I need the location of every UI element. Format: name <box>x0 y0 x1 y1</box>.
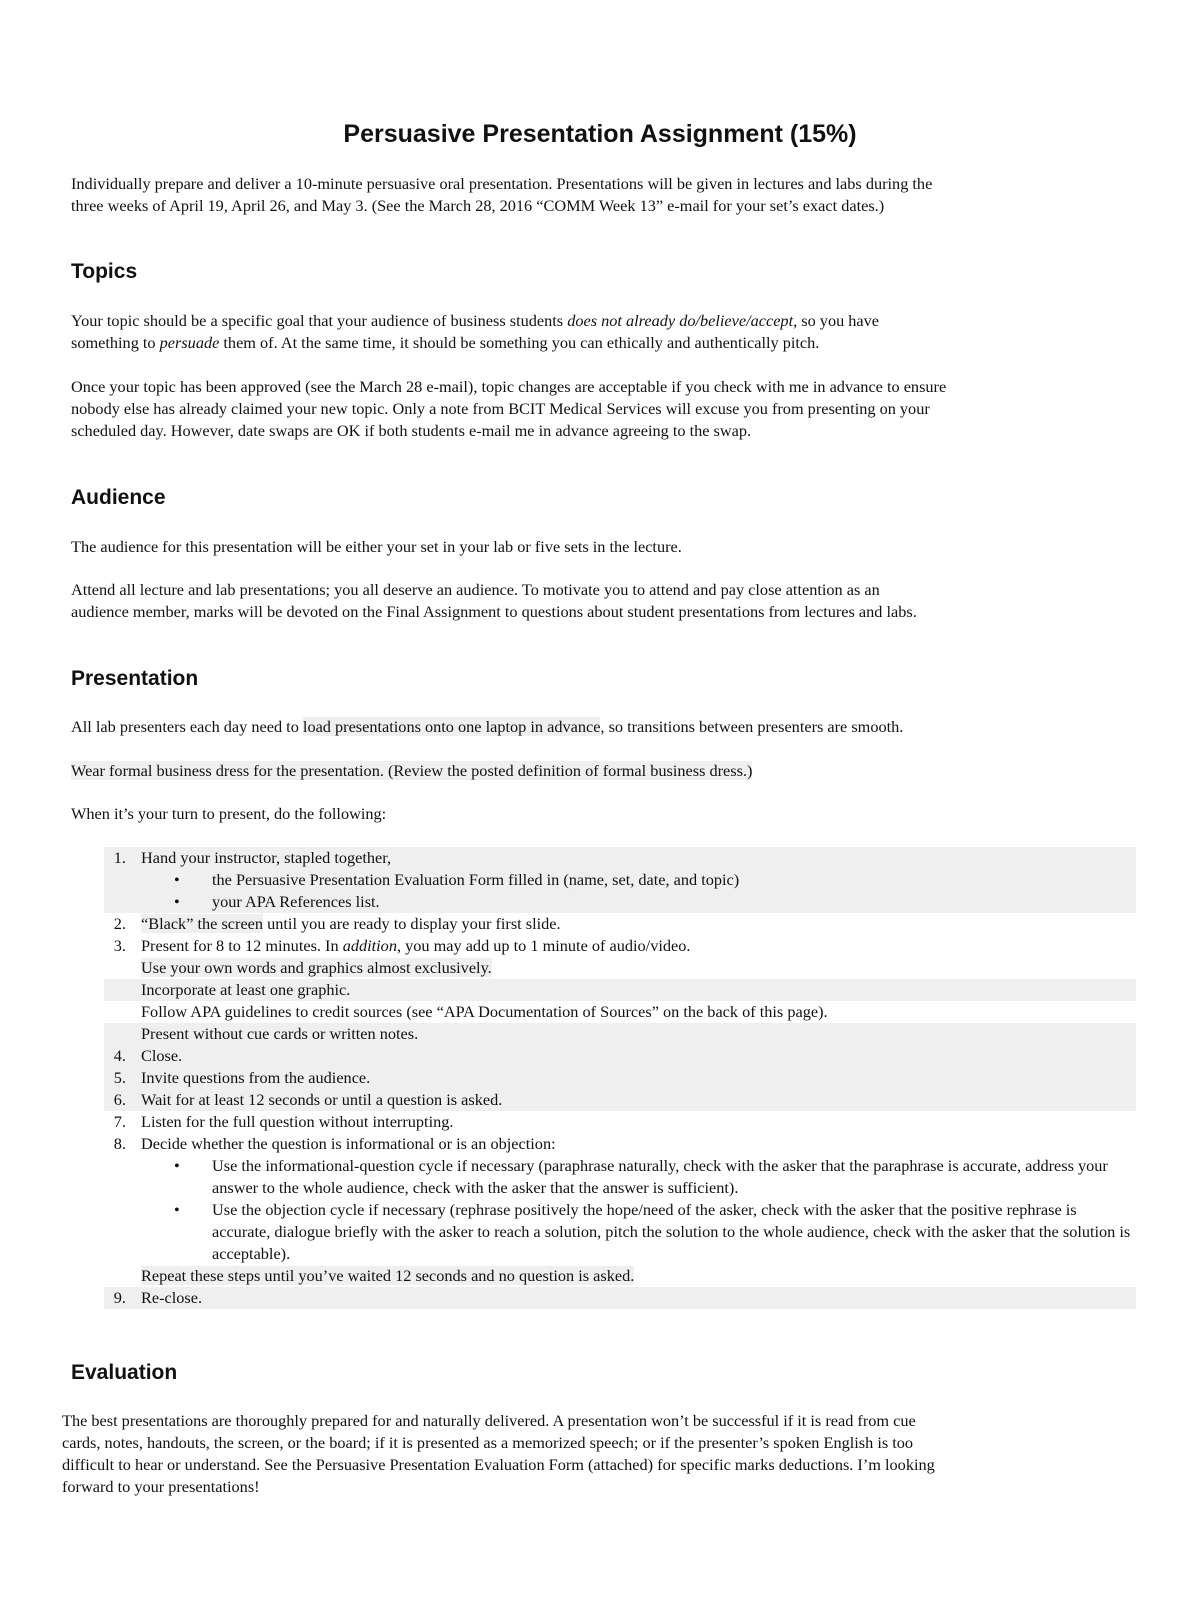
presentation-paragraph-2 <box>71 760 1136 782</box>
list-item-continuation: Repeat these steps until you’ve waited 12 seconds and no question is asked. <box>141 1266 635 1285</box>
audience-paragraph-1: The audience for this presentation will be either your set in your lab or five sets in the lecture. <box>71 537 682 556</box>
list-item: 7. Listen for the full question without interrupting. <box>113 1112 454 1131</box>
intro-line: three weeks of April 19, April 26, and May 3. (See the March 28, 2016 “COMM Week 13” e-mail for your set’s exact dates.) <box>71 196 885 215</box>
list-item: 8. Decide whether the question is informational or is an objection: <box>113 1134 556 1153</box>
section-heading-audience: Audience <box>71 486 166 509</box>
highlighted-text: “Black” the screen <box>141 914 264 933</box>
list-item-bullet: • Use the informational-question cycle if necessary (paraphrase naturally, check with the asker that the paraphrase is accurate, address your answer to the whole audience, check with the asker that the answer is sufficient). <box>174 1156 1108 1197</box>
list-item-continuation: Follow APA guidelines to credit sources (see “APA Documentation of Sources” on the back of this page). <box>141 1002 828 1021</box>
list-item: 6. Wait for at least 12 seconds or until a question is asked. <box>104 1089 1136 1111</box>
section-heading-evaluation: Evaluation <box>71 1361 178 1384</box>
highlighted-text: load presentations onto one laptop in advance <box>302 717 601 736</box>
list-item-continuation: Use your own words and graphics almost exclusively. <box>141 958 492 977</box>
emphasis-text: addition <box>342 936 397 955</box>
presentation-paragraph-3: When it’s your turn to present, do the following: <box>71 804 387 823</box>
bullet-icon: • <box>174 892 180 911</box>
topics-paragraph-2: Once your topic has been approved (see the March 28 e-mail), topic changes are acceptable if you check with me in advance to ensure nobody else has already claimed your new topic. Only a note from BCIT Medical Services will excuse you from presenting on your scheduled day. However, date swaps are OK if both students e-mail me in advance agreeing to the swap. <box>71 377 947 440</box>
intro-paragraph <box>71 173 1136 217</box>
list-item-bullet: • your APA References list. <box>104 891 1136 913</box>
list-item-bullet: • the Persuasive Presentation Evaluation Form filled in (name, set, date, and topic) <box>104 869 1136 891</box>
topics-paragraph-1: Your topic should be a specific goal that your audience of business students does not already do/believe/accept, so you have something to persuade them of. At the same time, it should be something you can ethically and authentically pitch. <box>71 311 880 352</box>
list-item: 3. Present for 8 to 12 minutes. In addition, you may add up to 1 minute of audio/video. <box>113 936 691 955</box>
audience-paragraph-2: Attend all lecture and lab presentations; you all deserve an audience. To motivate you to attend and pay close attention as an audience member, marks will be devoted on the Final Assignment to questions about student presentations from lectures and labs. <box>71 580 917 621</box>
section-heading-presentation: Presentation <box>71 667 199 690</box>
bullet-icon: • <box>174 1156 180 1175</box>
list-item: 2. “Black” the screen until you are ready to display your first slide. <box>113 914 561 933</box>
list-item: 9. Re-close. <box>104 1287 1136 1309</box>
section-heading-topics: Topics <box>71 260 138 283</box>
emphasis-text: persuade <box>159 333 220 352</box>
list-item: 5. Invite questions from the audience. <box>104 1067 1136 1089</box>
evaluation-paragraph: The best presentations are thoroughly prepared for and naturally delivered. A presentation won’t be successful if it is read from cue cards, notes, handouts, the screen, or the board; if it is presented as a memorized speech; or if the presenter’s spoken English is too difficult to hear or understand. See the Persuasive Presentation Evaluation Form (attached) for specific marks deductions. I’m looking forward to your presentations! <box>62 1411 935 1496</box>
emphasis-text: does not already do/believe/accept <box>567 311 794 330</box>
list-item: 4. Close. <box>104 1045 1136 1067</box>
list-item-continuation: Incorporate at least one graphic. <box>104 979 1136 1001</box>
list-item-bullet: • Use the objection cycle if necessary (rephrase positively the hope/need of the asker, check with the asker that the positive rephrase is accurate, dialogue briefly with the asker to reach a solution, pitch the solution to the whole audience, check with the asker that the solution is acceptable). <box>174 1200 1131 1263</box>
highlighted-text: Wear formal business dress for the presentation. (Review the posted definition of formal business dress.) <box>71 761 753 780</box>
list-item-continuation: Present without cue cards or written notes. <box>104 1023 1136 1045</box>
bullet-icon: • <box>174 870 180 889</box>
page-title: Persuasive Presentation Assignment (15%) <box>343 120 857 148</box>
bullet-icon: • <box>174 1200 180 1219</box>
intro-line: Individually prepare and deliver a 10-minute persuasive oral presentation. Presentations will be given in lectures and labs during the <box>71 174 933 193</box>
presentation-paragraph-1: All lab presenters each day need to load presentations onto one laptop in advance, so transitions between presenters are smooth. <box>71 717 904 736</box>
list-item: 1. Hand your instructor, stapled together, <box>104 847 1136 869</box>
